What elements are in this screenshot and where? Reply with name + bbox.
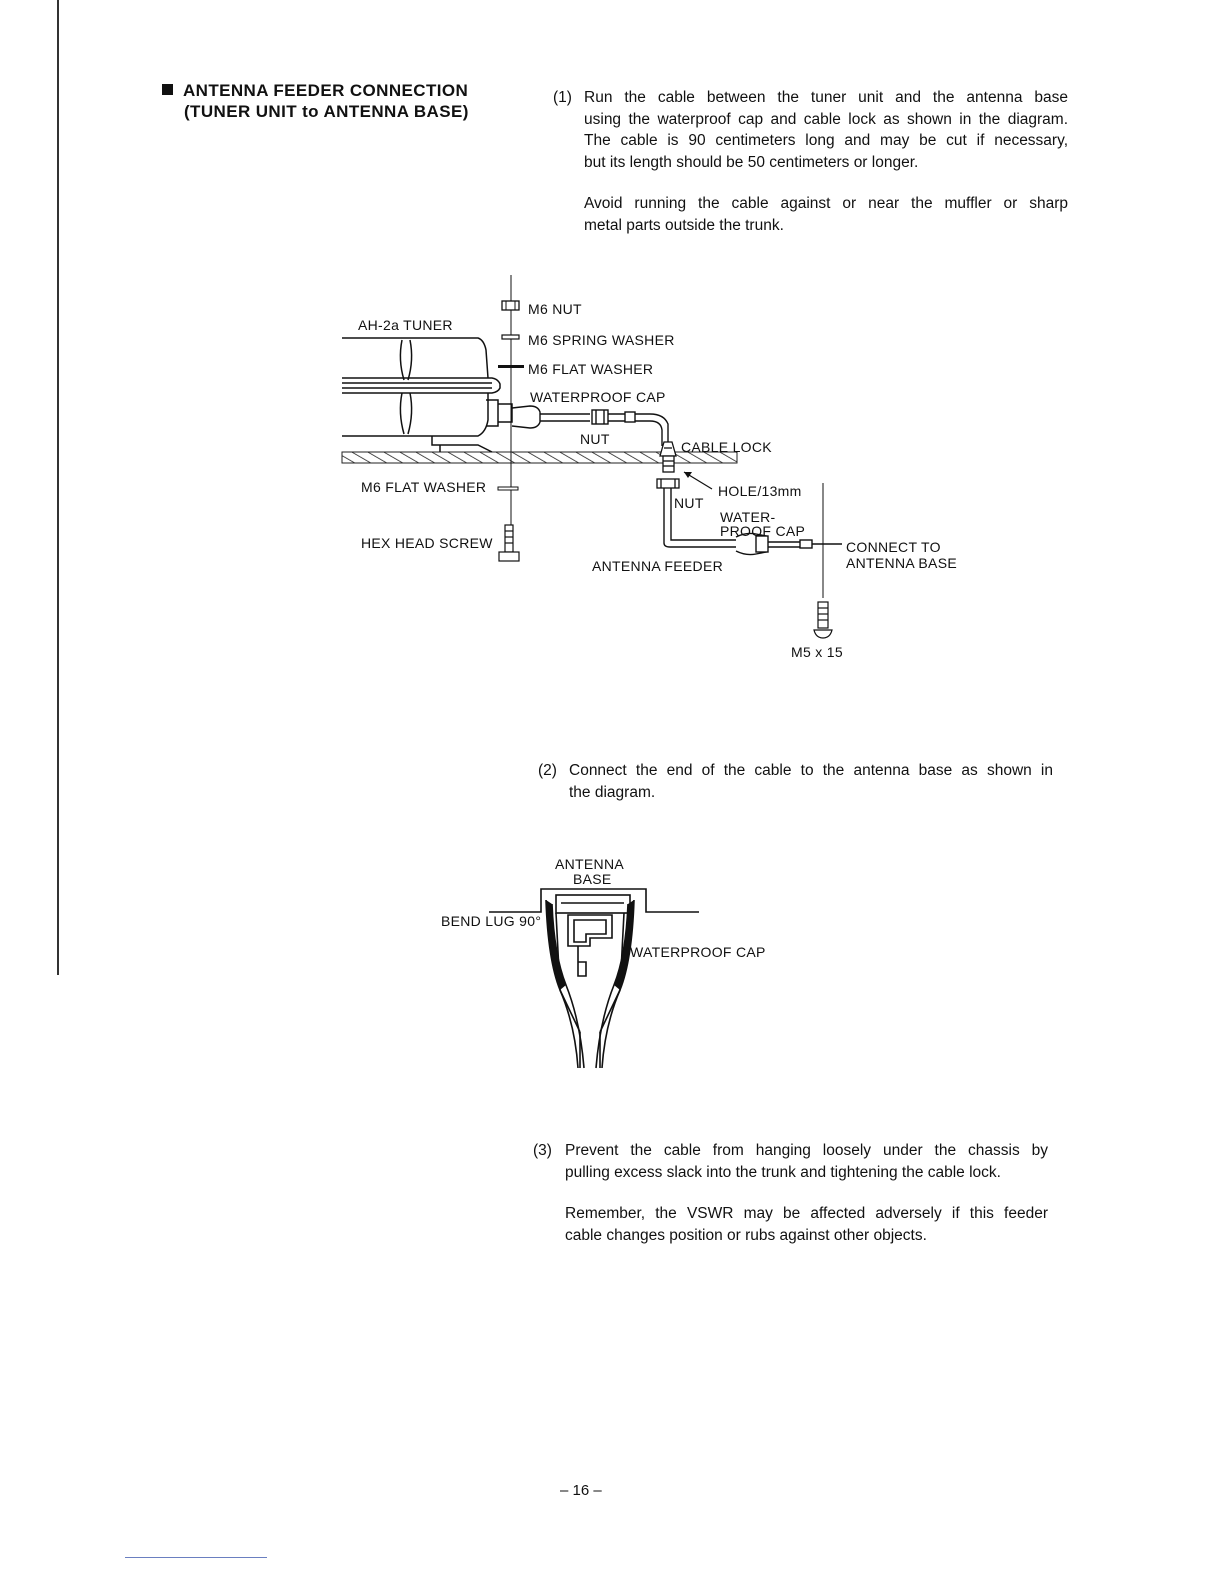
flat-washer-icon [498,365,524,368]
label-hole: HOLE/13mm [718,483,802,499]
heading-line-2: (TUNER UNIT to ANTENNA BASE) [184,102,469,121]
label-hex-screw: HEX HEAD SCREW [361,535,493,551]
chassis-plate [342,452,737,463]
label-cable-lock: CABLE LOCK [681,439,772,455]
label-tuner: AH-2a TUNER [358,317,453,333]
label-antenna-feeder: ANTENNA FEEDER [592,558,723,574]
label-bend-lug: BEND LUG 90° [441,913,542,929]
label-waterproof-cap-2: WATERPROOF CAP [630,944,766,960]
step-number: (3) [533,1142,552,1159]
cable-lock-icon [657,442,679,488]
heading-line-1: ANTENNA FEEDER CONNECTION [183,81,469,100]
label-screw-size: M5 x 15 [791,644,843,660]
label-flat-washer-bottom: M6 FLAT WASHER [361,479,487,495]
bottom-rule [125,1557,267,1558]
step-number: (2) [538,762,557,779]
step-line: using the waterproof cap and cable lock as shown in the diagram. [584,110,1068,128]
label-nut-upper: NUT [580,431,610,447]
step-line: metal parts outside the trunk. [584,216,784,234]
label-m6-nut: M6 NUT [528,301,582,317]
label-flat-washer-top: M6 FLAT WASHER [528,361,654,377]
step-line: Run the cable between the tuner unit and the antenna base [584,89,1068,106]
m5-screw-icon [814,602,832,638]
page-number: – 16 – [560,1482,602,1499]
label-waterproof-cap: WATERPROOF CAP [530,389,666,405]
step-line: but its length should be 50 centimeters or longer. [584,153,919,171]
label-nut-lower: NUT [674,495,704,511]
step-line: Prevent the cable from hanging loosely under the chassis by [565,1142,1048,1159]
step-number: (1) [553,89,572,106]
step-line: pulling excess slack into the trunk and tightening the cable lock. [565,1163,1001,1181]
flat-washer-bottom-icon [498,487,518,490]
step-line: The cable is 90 centimeters long and may be cut if necessary, [584,132,1068,149]
step-line: Remember, the VSWR may be affected adversely if this feeder [565,1205,1048,1222]
label-antenna-line1: ANTENNA [555,856,624,872]
step-line: Avoid running the cable against or near the muffler or sharp [584,195,1068,212]
label-waterproof-cap2-line1: WATER- [720,509,776,525]
label-antenna-line2: BASE [573,871,612,887]
hex-head-screw-icon [499,525,519,561]
step-line: cable changes position or rubs against other objects. [565,1226,927,1244]
step-line: Connect the end of the cable to the antenna base as shown in [569,762,1053,779]
label-connect-line2: ANTENNA BASE [846,555,957,571]
tuner-unit [342,338,512,452]
m6-nut-icon [502,301,519,310]
step-line: the diagram. [569,783,656,801]
spring-washer-icon [502,335,519,339]
label-connect-line1: CONNECT TO [846,539,941,555]
label-spring-washer: M6 SPRING WASHER [528,332,675,348]
label-waterproof-cap2-line2: PROOF CAP [720,523,806,539]
